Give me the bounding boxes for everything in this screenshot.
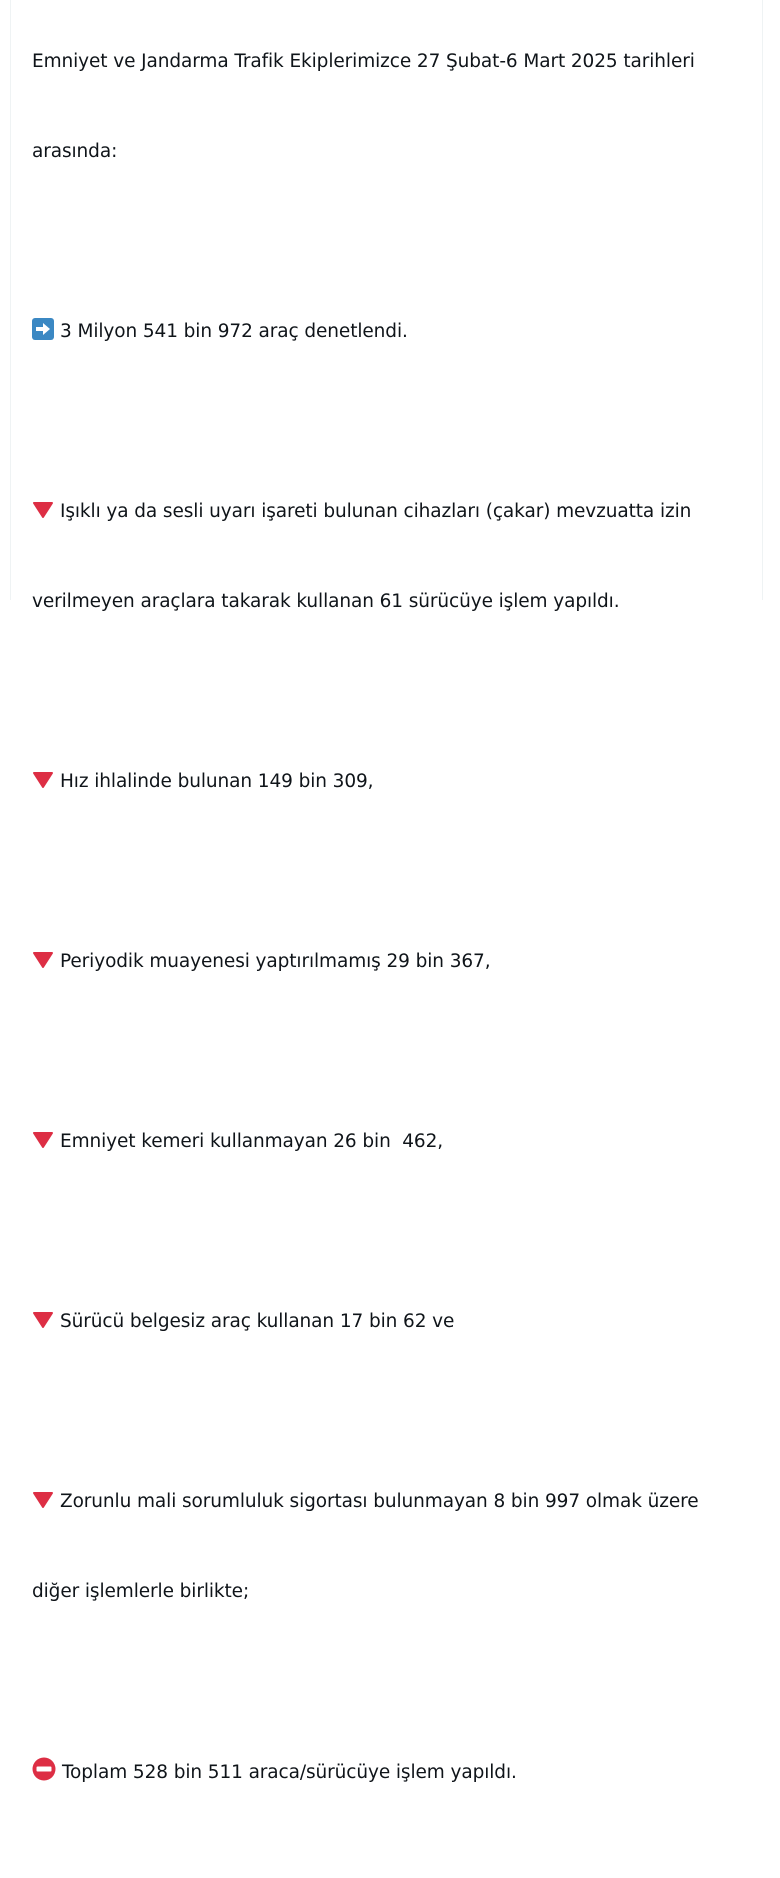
list-item-text: Zorunlu mali sorumluluk sigortası bulunmayan 8 bin 997 olmak üzere (60, 1491, 699, 1512)
vehicles-checked-text: 3 Milyon 541 bin 972 araç denetlendi. (60, 321, 408, 342)
list-item (32, 437, 752, 677)
list-item (32, 707, 752, 857)
red-triangle-down-icon (32, 768, 54, 790)
list-item-text: diğer işlemlerle birlikte; (32, 1581, 250, 1602)
right-arrow-icon (32, 318, 54, 340)
red-triangle-down-icon (32, 1488, 54, 1510)
card-border-left (10, 0, 11, 600)
list-item (32, 1247, 752, 1397)
list-item (32, 887, 752, 1037)
card-border-right (762, 0, 763, 600)
list-item-text: Işıklı ya da sesli uyarı işareti bulunan cihazları (çakar) mevzuatta izin (60, 501, 692, 522)
list-item-text: Sürücü belgesiz araç kullanan 17 bin 62 ve (60, 1311, 455, 1332)
list-item (32, 1427, 752, 1667)
post-text (32, 0, 752, 1878)
intro-line-1: Emniyet ve Jandarma Trafik Ekiplerimizce 27 Şubat-6 Mart 2025 tarihleri (32, 51, 695, 72)
vehicles-checked-paragraph (32, 257, 752, 407)
list-item-text: verilmeyen araçlara takarak kullanan 61 sürücüye işlem yapıldı. (32, 591, 620, 612)
intro-paragraph (32, 0, 752, 227)
list-item-text: Hız ihlalinde bulunan 149 bin 309, (60, 771, 374, 792)
total-text: Toplam 528 bin 511 araca/sürücüye işlem yapıldı. (62, 1762, 517, 1783)
intro-line-2: arasında: (32, 141, 118, 162)
list-item-text: Emniyet kemeri kullanmayan 26 bin 462, (60, 1131, 444, 1152)
list-item (32, 1067, 752, 1217)
list-item-text: Periyodik muayenesi yaptırılmamış 29 bin 367, (60, 951, 491, 972)
red-triangle-down-icon (32, 948, 54, 970)
red-triangle-down-icon (32, 1308, 54, 1330)
red-triangle-down-icon (32, 498, 54, 520)
total-paragraph (32, 1697, 752, 1848)
no-entry-icon (32, 1757, 56, 1781)
red-triangle-down-icon (32, 1128, 54, 1150)
